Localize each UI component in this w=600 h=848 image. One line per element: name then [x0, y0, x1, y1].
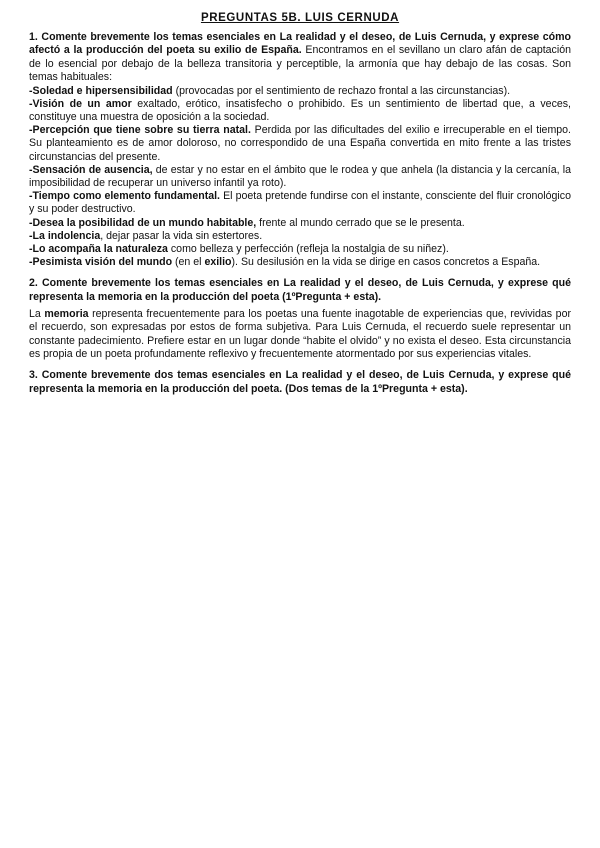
- theme-item: [29, 124, 571, 164]
- theme-text: de estar y no estar en el ámbito que le rodea y que anhela (la distancia y la cercanía, la imposibilidad de recuperar un universo infantil ya roto).: [29, 163, 571, 190]
- theme-head: -Percepción que tiene sobre su tierra natal.: [29, 124, 251, 137]
- theme-head: -Lo acompaña la naturaleza: [29, 243, 168, 256]
- theme-text: El poeta pretende fundirse con el instante, consciente del fluir cronológico y su poder destructivo.: [29, 190, 571, 216]
- theme-text: frente al mundo cerrado que se le presenta.: [256, 216, 465, 229]
- theme-head: -Visión de un amor: [29, 97, 132, 110]
- theme-item: [29, 190, 571, 216]
- question-2-heading: 2. Comente brevemente los temas esenciales en La realidad y el deseo, de Luis Cernuda, y exprese qué representa la memoria en la producción del poeta (1ºPregunta + esta).: [29, 277, 571, 303]
- theme-item: [29, 98, 571, 124]
- theme-text: (provocadas por el sentimiento de rechazo frontal a las circunstancias).: [172, 84, 511, 97]
- question-1-intro: Encontramos en el sevillano un claro afán de captación de lo esencial por debajo de la belleza transitoria y perceptible, la armonía que hay debajo de las cosas. Son temas habituales:: [29, 44, 571, 84]
- theme-head: -Sensación de ausencia,: [29, 163, 153, 176]
- theme-item: [29, 85, 571, 98]
- theme-item: [29, 243, 571, 256]
- question-2-answer: [29, 308, 571, 361]
- answer-text: representa frecuentemente para los poetas una fuente inagotable de experiencias que, revividas por el recuerdo, son expresadas por estos de forma subjetiva. Para Luis Cernuda, el recuerdo suele representar un constante padecimiento. Prefiere estar en un lugar donde “habite el olvido” y no exista el deseo. Esta circunstancia es propia de un poeta profundamente reflexivo y frecuentemente atormentado por sus experiencias vitales.: [29, 308, 571, 360]
- theme-bold-word: exilio: [204, 256, 232, 269]
- document-title: PREGUNTAS 5B. LUIS CERNUDA: [200, 12, 400, 24]
- theme-head: -Tiempo como elemento fundamental.: [29, 190, 220, 203]
- theme-head: -Pesimista visión del mundo: [29, 256, 173, 269]
- question-1-text: 1. Comente brevemente los temas esenciales en La realidad y el deseo, de Luis Cernuda, y exprese cómo afectó a la producción del poeta su exilio de España.: [29, 31, 571, 57]
- answer-text: La: [29, 308, 45, 321]
- theme-item: [29, 164, 571, 190]
- theme-text: ). Su desilusión en la vida se dirige en casos concretos a España.: [231, 256, 541, 269]
- theme-text: exaltado, erótico, insatisfecho o prohibido. Es un sentimiento de libertad que, a veces, constituye una muestra de oposición a la sociedad.: [29, 97, 571, 124]
- theme-head: -Desea la posibilidad de un mundo habitable,: [29, 216, 257, 229]
- answer-bold-word: memoria: [44, 308, 89, 321]
- theme-head: -Soledad e hipersensibilidad: [29, 84, 173, 97]
- theme-item: [29, 230, 571, 243]
- theme-item: [29, 217, 571, 230]
- theme-item-last: [29, 256, 571, 269]
- theme-text: (en el: [172, 256, 205, 269]
- theme-head: -La indolencia: [29, 229, 101, 242]
- question-1-heading: [29, 31, 571, 85]
- theme-text: , dejar pasar la vida sin estertores.: [100, 229, 263, 242]
- theme-text: como belleza y perfección (refleja la nostalgia de su niñez).: [167, 243, 449, 256]
- question-3-heading: 3. Comente brevemente dos temas esenciales en La realidad y el deseo, de Luis Cernuda, y exprese qué representa la memoria en la producción del poeta. (Dos temas de la 1ºPregunta + esta).: [29, 369, 571, 395]
- theme-text: Perdida por las dificultades del exilio e irrecuperable en el tiempo. Su planteamiento es de amor doloroso, no correspondido de una España convertida en mito frente a las tristes circunstancias del presente.: [29, 124, 571, 163]
